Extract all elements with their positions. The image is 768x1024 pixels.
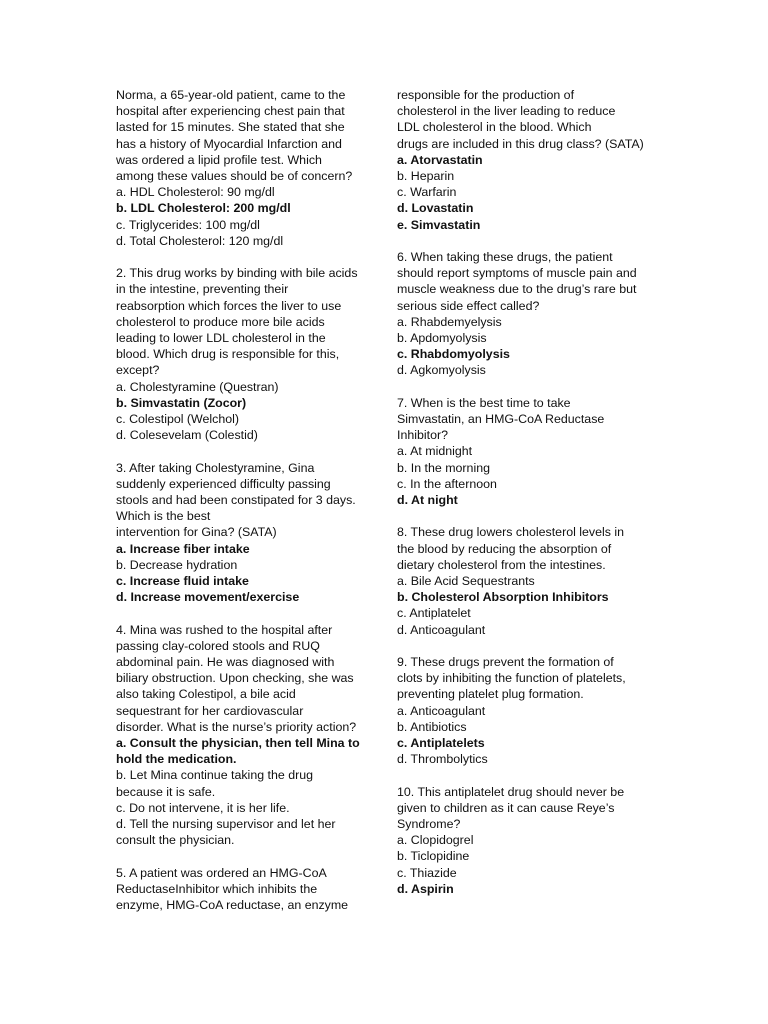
text-line: serious side effect called? xyxy=(397,298,540,313)
text-line: leading to lower LDL cholesterol in the xyxy=(116,331,326,346)
paragraph-gap xyxy=(397,508,659,524)
question-block xyxy=(116,87,378,249)
text-line: preventing platelet plug formation. xyxy=(397,687,584,702)
text-line: cholesterol in the liver leading to reduce xyxy=(397,104,616,119)
text-line: c. Triglycerides: 100 mg/dl xyxy=(116,217,260,232)
text-line: responsible for the production of xyxy=(397,88,575,102)
text-line: also taking Colestipol, a bile acid xyxy=(116,687,296,702)
text-line: Syndrome? xyxy=(397,817,461,832)
text-line: c. Warfarin xyxy=(397,185,457,200)
text-line: a. Clopidogrel xyxy=(397,833,474,848)
text-line: b. Let Mina continue taking the drug xyxy=(116,768,314,783)
text-line: b. Heparin xyxy=(397,169,455,184)
text-line: enzyme, HMG-CoA reductase, an enzyme xyxy=(116,898,349,913)
answer-line-bold: d. Increase movement/exercise xyxy=(116,590,300,605)
text-line: passing clay-colored stools and RUQ xyxy=(116,638,320,653)
answer-line-bold: b. LDL Cholesterol: 200 mg/dl xyxy=(116,201,291,216)
text-line: clots by inhibiting the function of platelets, xyxy=(397,671,626,686)
question-block xyxy=(116,460,378,606)
answer-line-bold: b. Cholesterol Absorption Inhibitors xyxy=(397,590,609,605)
text-line: d. Agkomyolysis xyxy=(397,363,486,378)
text-line: drugs are included in this drug class? (SATA) xyxy=(397,136,644,151)
answer-line-bold: a. Consult the physician, then tell Mina to xyxy=(116,736,360,751)
paragraph-gap xyxy=(116,605,378,621)
text-line: 8. These drug lowers cholesterol levels in xyxy=(397,525,625,540)
text-line: blood. Which drug is responsible for this, xyxy=(116,347,340,362)
text-line: Norma, a 65-year-old patient, came to the xyxy=(116,88,346,102)
question-block xyxy=(397,395,659,508)
text-line: cholesterol to produce more bile acids xyxy=(116,314,325,329)
text-line: hospital after experiencing chest pain that xyxy=(116,104,345,119)
text-line: b. In the morning xyxy=(397,460,490,475)
answer-line-bold: hold the medication. xyxy=(116,752,237,767)
text-line: intervention for Gina? (SATA) xyxy=(116,525,277,540)
text-line: a. Cholestyramine (Questran) xyxy=(116,379,279,394)
text-line: 3. After taking Cholestyramine, Gina xyxy=(116,460,315,475)
text-line: b. Decrease hydration xyxy=(116,557,238,572)
question-block xyxy=(116,622,378,849)
text-line: d. Anticoagulant xyxy=(397,622,486,637)
text-line: d. Tell the nursing supervisor and let her xyxy=(116,817,336,832)
text-line: 10. This antiplatelet drug should never be xyxy=(397,784,625,799)
text-line: reabsorption which forces the liver to use xyxy=(116,298,342,313)
text-line: 7. When is the best time to take xyxy=(397,395,571,410)
answer-line-bold: c. Increase fluid intake xyxy=(116,574,249,589)
text-line: a. Anticoagulant xyxy=(397,703,486,718)
answer-line-bold: d. At night xyxy=(397,493,458,508)
answer-line-bold: a. Atorvastatin xyxy=(397,152,483,167)
answer-line-bold: b. Simvastatin (Zocor) xyxy=(116,395,247,410)
question-block xyxy=(397,524,659,637)
text-line: lasted for 15 minutes. She stated that she xyxy=(116,120,345,135)
text-line: except? xyxy=(116,363,160,378)
text-line: suddenly experienced difficulty passing xyxy=(116,476,331,491)
text-line: c. Thiazide xyxy=(397,865,457,880)
text-line: abdominal pain. He was diagnosed with xyxy=(116,655,335,670)
text-line: has a history of Myocardial Infarction and xyxy=(116,136,342,151)
paragraph-gap xyxy=(397,638,659,654)
text-line: stools and had been constipated for 3 days. xyxy=(116,493,356,508)
right-column xyxy=(397,87,659,897)
answer-line-bold: d. Aspirin xyxy=(397,881,454,896)
text-line: biliary obstruction. Upon checking, she was xyxy=(116,671,354,686)
answer-line-bold: e. Simvastatin xyxy=(397,217,481,232)
text-line: the blood by reducing the absorption of xyxy=(397,541,612,556)
text-line: sequestrant for her cardiovascular xyxy=(116,703,304,718)
text-line: ReductaseInhibitor which inhibits the xyxy=(116,881,318,896)
text-line: d. Colesevelam (Colestid) xyxy=(116,428,258,443)
text-line: a. At midnight xyxy=(397,444,473,459)
text-line: c. Colestipol (Welchol) xyxy=(116,412,240,427)
text-line: should report symptoms of muscle pain and xyxy=(397,266,637,281)
text-line: 2. This drug works by binding with bile acids xyxy=(116,266,358,281)
text-line: c. Antiplatelet xyxy=(397,606,471,621)
left-column xyxy=(116,87,378,913)
text-line: disorder. What is the nurse’s priority action? xyxy=(116,719,357,734)
question-block xyxy=(397,784,659,897)
question-block xyxy=(116,265,378,443)
text-line: b. Antibiotics xyxy=(397,719,467,734)
text-line: LDL cholesterol in the blood. Which xyxy=(397,120,592,135)
answer-line-bold: d. Lovastatin xyxy=(397,201,474,216)
text-line: a. Bile Acid Sequestrants xyxy=(397,574,535,589)
text-line: d. Total Cholesterol: 120 mg/dl xyxy=(116,233,284,248)
text-line: in the intestine, preventing their xyxy=(116,282,289,297)
paragraph-gap xyxy=(397,379,659,395)
answer-line-bold: c. Rhabdomyolysis xyxy=(397,347,510,362)
text-line: Inhibitor? xyxy=(397,428,448,443)
text-line: Which is the best xyxy=(116,509,211,524)
text-line: dietary cholesterol from the intestines. xyxy=(397,557,606,572)
text-line: muscle weakness due to the drug’s rare but xyxy=(397,282,637,297)
text-line: 6. When taking these drugs, the patient xyxy=(397,250,613,265)
text-line: c. Do not intervene, it is her life. xyxy=(116,800,290,815)
text-line: given to children as it can cause Reye’s xyxy=(397,800,615,815)
text-line: among these values should be of concern? xyxy=(116,169,353,184)
paragraph-gap xyxy=(116,443,378,459)
paragraph-gap xyxy=(116,249,378,265)
text-line: was ordered a lipid profile test. Which xyxy=(116,152,322,167)
text-line: a. Rhabdemyelysis xyxy=(397,314,502,329)
text-line: c. In the afternoon xyxy=(397,476,497,491)
paragraph-gap xyxy=(116,849,378,865)
answer-line-bold: c. Antiplatelets xyxy=(397,736,485,751)
question-block xyxy=(116,865,378,914)
text-line: consult the physician. xyxy=(116,833,235,848)
text-line: b. Apdomyolysis xyxy=(397,331,487,346)
paragraph-gap xyxy=(397,767,659,783)
text-line: d. Thrombolytics xyxy=(397,752,488,767)
text-line: a. HDL Cholesterol: 90 mg/dl xyxy=(116,185,275,200)
question-block xyxy=(397,654,659,767)
text-line: 4. Mina was rushed to the hospital after xyxy=(116,622,333,637)
answer-line-bold: a. Increase fiber intake xyxy=(116,541,250,556)
question-block xyxy=(397,87,659,233)
text-line: 9. These drugs prevent the formation of xyxy=(397,655,614,670)
text-line: Simvastatin, an HMG-CoA Reductase xyxy=(397,412,605,427)
text-line: b. Ticlopidine xyxy=(397,849,470,864)
text-line: because it is safe. xyxy=(116,784,216,799)
paragraph-gap xyxy=(397,233,659,249)
text-line: 5. A patient was ordered an HMG-CoA xyxy=(116,865,327,880)
question-block xyxy=(397,249,659,379)
